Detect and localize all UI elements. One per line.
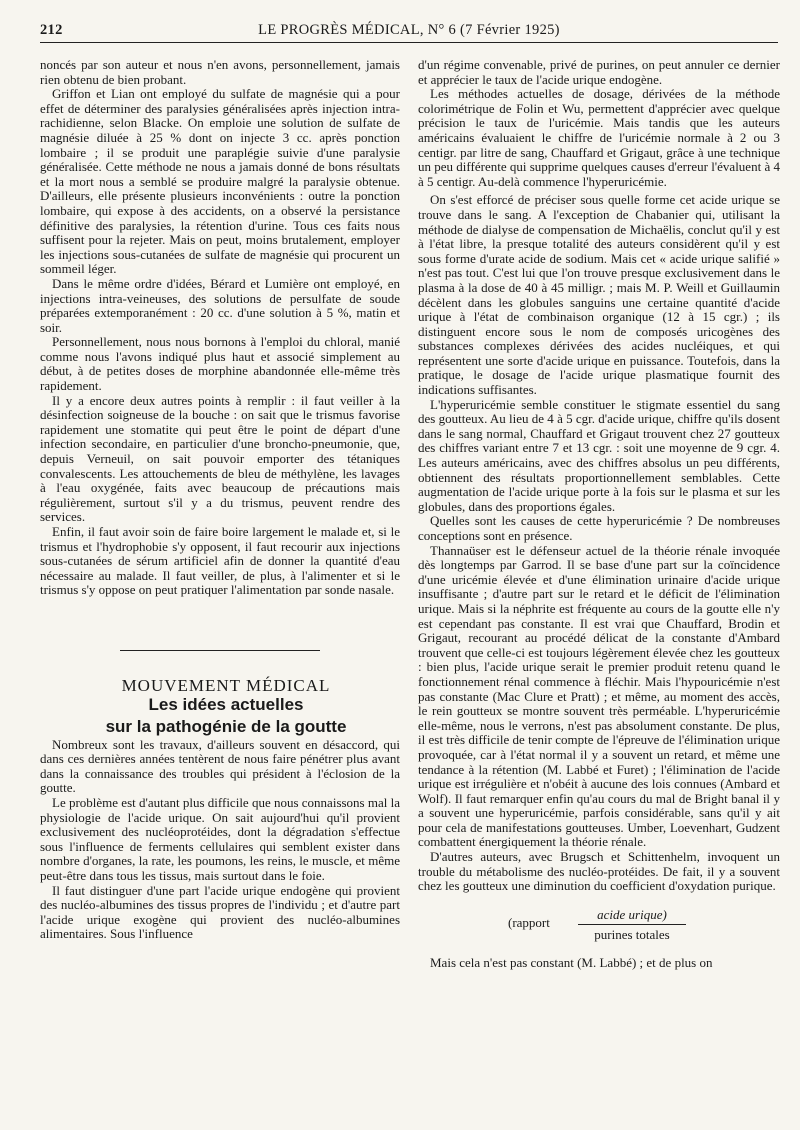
paragraph: Enfin, il faut avoir soin de faire boire largement le malade et, si le trismus et l'hydrophobie s'y opposent, il faut recourir aux injections sous-cutanées de sérum artificiel afin de donner la quantité d'eau nécessaire au malade. Il faut veiller, de plus, à l'alimenter et si le trismus s'y oppose on peut pratiquer l'alimentation par sonde nasale.	[40, 524, 400, 598]
paragraph: Personnellement, nous nous bornons à l'emploi du chloral, manié comme nous l'avons indiqué plus haut et associé simplement au début, à de petites doses de morphine abandonnée elle-même très rapidement.	[40, 334, 400, 394]
running-header	[40, 16, 778, 43]
paragraph: Quelles sont les causes de cette hyperuricémie ? De nombreuses conceptions sont en présence.	[418, 513, 780, 543]
paragraph: Griffon et Lian ont employé du sulfate de magnésie qui a pour effet de déterminer des paralysies généralisées après injection intra-rachidienne, selon Blacke. On emploie une solution de sulfate de magnésie diluée à 25 % dont on injecte 3 cc. après ponction lombaire ; il se produit une paraplégie suivie d'une paralysie généralisée. Cette méthode ne nous a jamais donné de bons résultats et la mort nous a semblé se produire malgré la paralysie obtenue. D'ailleurs, elle présente plusieurs inconvénients : outre la ponction lombaire, qui expose à des accidents, on a observé la persistance définitive des paralysies, la rétention d'urine. Tous ces faits nous suffisent pour la rejeter. Mais on peut, moins brutalement, employer les injections sous-cutanées de sulfate de magnésie qui procurent un sommeil léger.	[40, 86, 400, 277]
paragraph: Le problème est d'autant plus difficile que nous connaissons mal la physiologie de l'acide urique. On sait aujourd'hui qu'il provient exclusivement des nucléoprotéides, dont la dégradation s'effectue sous l'influence de ferments cellulaires qui semblent exister dans nombre d'organes, la rate, les poumons, les reins, le muscle, et même peut-être dans tous les tissus, mais surtout dans le foie.	[40, 794, 400, 883]
paragraph: Mais cela n'est pas constant (M. Labbé) ; et de plus on	[430, 954, 713, 970]
paragraph: noncés par son auteur et nous n'en avons, personnellement, jamais rien obtenu de bien probant.	[40, 57, 400, 87]
paragraph: D'autres auteurs, avec Brugsch et Schittenhelm, invoquent un trouble du métabolisme des nucléo-protéides. De fait, il y a souvent chez les goutteux une diminution du coefficient d'oxydation purique.	[418, 849, 780, 894]
formula-numerator: acide urique)	[597, 906, 667, 922]
paragraph: Thannaüser est le défenseur actuel de la théorie rénale invoquée dès longtemps par Garrod. Il se base d'une part sur la coïncidence d'une uricémie élevée et d'une élimination urinaire d'acide urique insuffisante ; d'autre part sur le retard et le déficit de l'élimination urique. Mais si la néphrite est fréquente au cours de la goutte elle n'y est cependant pas constante. Il est vrai que Chauffard, Brodin et Grigaut, recourant au procédé délicat de la constante d'Ambard trouvent que celle-ci est toujours légèrement élevée chez les goutteux : bien plus, l'acide urique serait le premier produit retenu quand le fonctionnement rénal commence à fléchir. Mais l'hypouricémie n'est pas constante (Mac Clure et Pratt) ; et même, au moment des accès, le rein goutteux se montre souvent très perméable. L'hyperuricémie elle-même, nous le verrons, n'est pas absolument constante. De plus, il est très difficile de tenir compte de l'épreuve de l'élimination urique provoquée, car à l'état normal il y a souvent un retard, et même une tendance à la rétention (M. Labbé et Furet) ; l'élimination de l'acide urique est irrégulière et n'obéit à aucune des lois connues (Ambard et Wolf). Il faut remarquer enfin qu'au cours du mal de Bright banal il y a souvent une hyperuricémie, parfois considérable, sans qu'il y ait pour cela de manifestations goutteuses. Umber, Loevenhart, Gudzent combattent énergiquement la théorie rénale.	[418, 542, 780, 850]
running-title: LE PROGRÈS MÉDICAL, N° 6 (7 Février 1925)	[258, 22, 560, 38]
paragraph: On s'est efforcé de préciser sous quelle forme cet acide urique se trouve dans le sang. A l'exception de Chabanier qui, utilisant la méthode de dialyse de compensation de Michaëlis, conclut qu'il y est à l'état libre, la presque totalité des auteurs considèrent qu'il y est sous forme d'urate acide de sodium. Mais cet « acide urique salifié » n'est pas tout. C'est lui que l'on trouve presque exclusivement dans le plasma à la dose de 40 à 45 milligr. ; mais M. P. Weill et Guillaumin décèlent dans les globules sanguins une certaine quantité d'acide urique à l'état de combinaison organique (12 à 15 cgr.) ; ils distinguent encore sous le nom de composés uricogènes des substances complexes dérivées des acides nucléiques, et qui représentent une sorte d'acide urique en puissance. Toutefois, dans la pratique, le dosage de l'acide urique plasmatique fournit des indications suffisantes.	[418, 192, 780, 398]
formula-denominator: purines totales	[594, 926, 670, 942]
paragraph: Il faut distinguer d'une part l'acide urique endogène qui provient des nucléo-albumines des tissus propres de l'individu ; et d'autre part l'acide urique exogène qui provient des nucléo-albumines alimentaires. Sous l'influence	[40, 882, 400, 942]
paragraph: Dans le même ordre d'idées, Bérard et Lumière ont employé, en injections intra-veineuses, des solutions de persulfate de soude préparées extemporanément : 20 cc. d'une solution à 5 %, matin et soir.	[40, 275, 400, 335]
right-column	[418, 58, 780, 970]
formula-label: (rapport	[508, 914, 550, 930]
article-title-line: sur la pathogénie de la goutte	[105, 716, 347, 736]
article-title	[40, 694, 400, 738]
section-divider	[120, 650, 320, 651]
fraction-bar	[578, 924, 686, 925]
paragraph: L'hyperuricémie semble constituer le stigmate essentiel du sang des goutteux. Au lieu de 4 à 5 cgr. d'acide urique, chiffre qu'ils dosent dans le sang normal, Chauffard et Grigaut trouvent chez 27 goutteux des chiffres variant entre 7 et 13 cgr. : soit une moyenne de 9 cgr. 4. Les auteurs américains, avec des chiffres absolus un peu différents, obtiennent des résultats proportionnellement semblables. Cette augmentation de l'acide urique porte à la fois sur le plasma et sur les globules, dans des proportions égales.	[418, 396, 780, 514]
ratio-formula	[418, 908, 780, 952]
paragraph: Nombreux sont les travaux, d'ailleurs souvent en désaccord, qui dans ces dernières années tentèrent de nous faire pénétrer plus avant dans la connaissance des troubles qui président à l'éclosion de la goutte.	[40, 736, 400, 796]
page-number: 212	[40, 22, 63, 38]
paragraph: Les méthodes actuelles de dosage, dérivées de la méthode colorimétrique de Folin et Wu, permettent d'apprécier avec quelque précision le taux de l'uricémie. Mais tandis que les auteurs américains évaluaient le chiffre de l'uricémie normale à 2 ou 3 centigr. par litre de sang, Chauffard et Grigaut, grâce à une technique un peu différente qui supprime quelques causes d'erreur l'évaluent à 4 à 5 centigr. Au-delà commence l'hyperuricémie.	[418, 86, 780, 189]
left-column	[40, 58, 400, 942]
article-title-line: Les idées actuelles	[148, 694, 304, 714]
paragraph: Il y a encore deux autres points à remplir : il faut veiller à la désinfection soigneuse de la bouche : on sait que le trismus favorise rapidement une stomatite qui peut être le point de départ d'une infection secondaire, en particulier d'une broncho-pneumonie, que, depuis Verneuil, on sait pouvoir emporter des tétaniques convalescents. Les attouchements de bleu de méthylène, les lavages à l'eau oxygénée, faits avec beaucoup de précautions mais régulièrement, surtout s'il y a du trismus, peuvent rendre des services.	[40, 392, 400, 525]
section-title: MOUVEMENT MÉDICAL	[121, 675, 331, 695]
paragraph: d'un régime convenable, privé de purines, on peut annuler ce dernier et apprécier le taux de l'acide urique endogène.	[418, 57, 780, 87]
